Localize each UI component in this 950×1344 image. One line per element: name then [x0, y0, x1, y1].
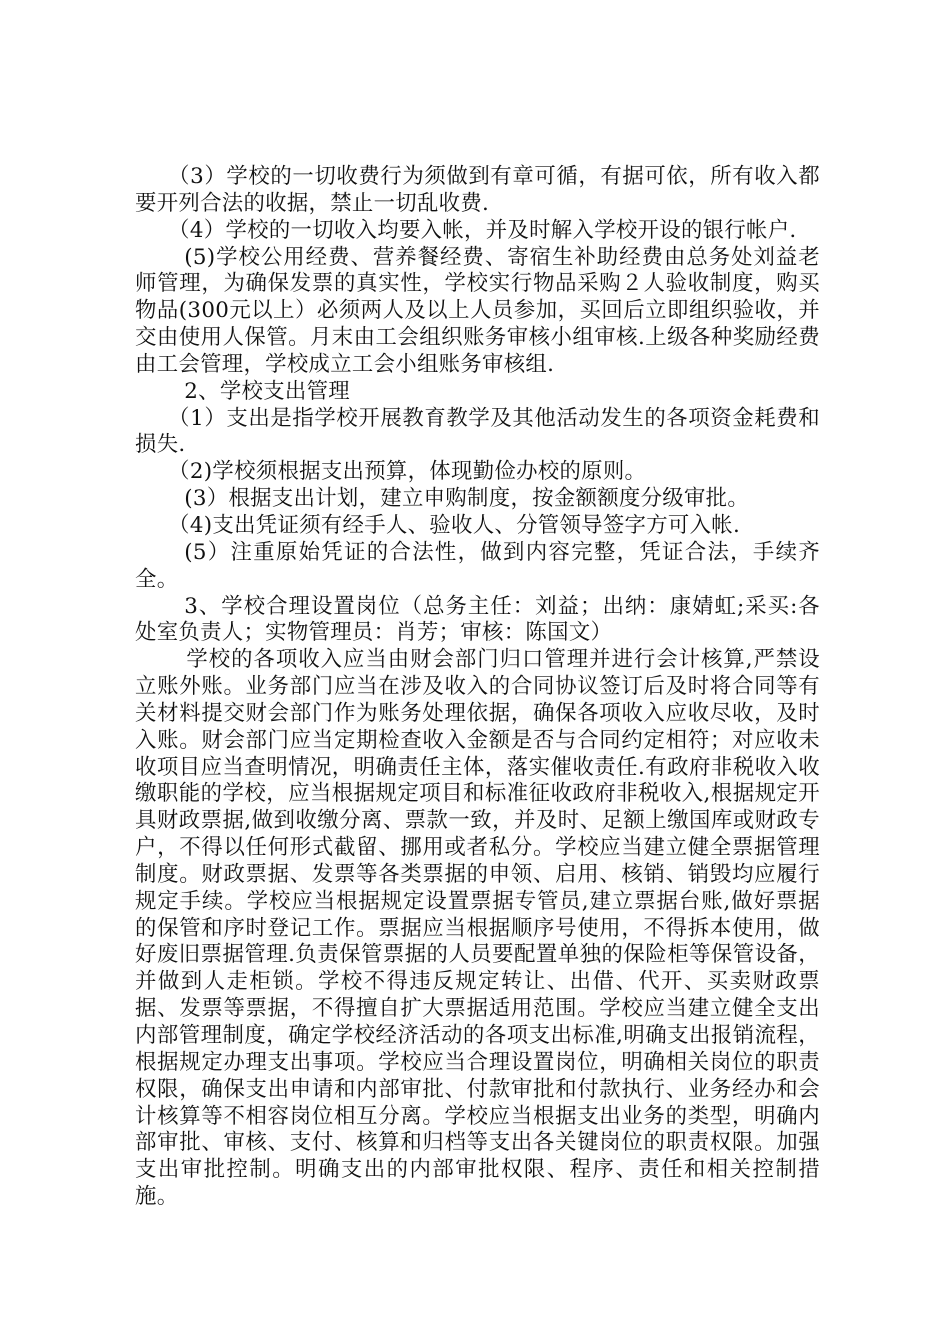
document-page	[135, 164, 820, 1211]
paragraph-management-body: 学校的各项收入应当由财会部门归口管理并进行会计核算,严禁设立账外账。业务部门应当在涉及收入的合同协议签订后及时将合同等有关材料提交财会部门作为账务处理依据，确保各项收入应收尽收，及时入账。财会部门应当定期检查收入金额是否与合同约定相符；对应收未收项目应当查明情况，明确责任主体，落实催收责任.有政府非税收入收缴职能的学校，应当根据规定项目和标准征收政府非税收入,根据规定开具财政票据,做到收缴分离、票款一致，并及时、足额上缴国库或财政专户，不得以任何形式截留、挪用或者私分。学校应当建立健全票据管理制度。财政票据、发票等各类票据的申领、启用、核销、销毁均应履行规定手续。学校应当根据规定设置票据专管员,建立票据台账,做好票据的保管和序时登记工作。票据应当根据顺序号使用，不得拆本使用，做好废旧票据管理.负责保管票据的人员要配置单独的保险柜等保管设备，并做到人走柜锁。学校不得违反规定转让、出借、代开、买卖财政票据、发票等票据，不得擅自扩大票据适用范围。学校应当建立健全支出内部管理制度，确定学校经济活动的各项支出标准,明确支出报销流程，根据规定办理支出事项。学校应当合理设置岗位，明确相关岗位的职责权限，确保支出申请和内部审批、付款审批和付款执行、业务经办和会计核算等不相容岗位相互分离。学校应当根据支出业务的类型，明确内部审批、审核、支付、核算和归档等支出各关键岗位的职责权限。加强支出审批控制。明确支出的内部审批权限、程序、责任和相关控制措施。	[135, 647, 820, 1210]
paragraph-income-5: (5)学校公用经费、营养餐经费、寄宿生补助经费由总务处刘益老师管理，为确保发票的真实性，学校实行物品采购２人验收制度，购买物品(300元以上）必须两人及以上人员参加，买回后立即组织验收，并交由使用人保管。月末由工会组织账务审核小组审核.上级各种奖励经费由工会管理，学校成立工会小组账务审核组.	[135, 244, 820, 377]
paragraph-income-3: （3）学校的一切收费行为须做到有章可循，有据可依，所有收入都要开列合法的收据，禁止一切乱收费.	[135, 164, 820, 216]
section-heading-expenditure: 2、学校支出管理	[184, 378, 350, 404]
paragraph-expenditure-2: （2)学校须根据支出预算，体现勤俭办校的原则。	[168, 459, 647, 485]
section-heading-positions: 3、学校合理设置岗位（总务主任：刘益；出纳：康婧虹;采买:各处室负责人；实物管理员：肖芳；审核：陈国文）	[135, 593, 820, 646]
paragraph-expenditure-3: (3）根据支出计划，建立申购制度，按金额额度分级审批。	[184, 486, 750, 512]
paragraph-expenditure-5: (5）注重原始凭证的合法性，做到内容完整，凭证合法，手续齐全。	[135, 539, 820, 592]
paragraph-income-4: （4）学校的一切收入均要入帐，并及时解入学校开设的银行帐户.	[168, 217, 797, 243]
paragraph-expenditure-4: （4)支出凭证须有经手人、验收人、分管领导签字方可入帐.	[168, 512, 741, 538]
paragraph-expenditure-1: （1）支出是指学校开展教育教学及其他活动发生的各项资金耗费和损失.	[135, 405, 820, 458]
